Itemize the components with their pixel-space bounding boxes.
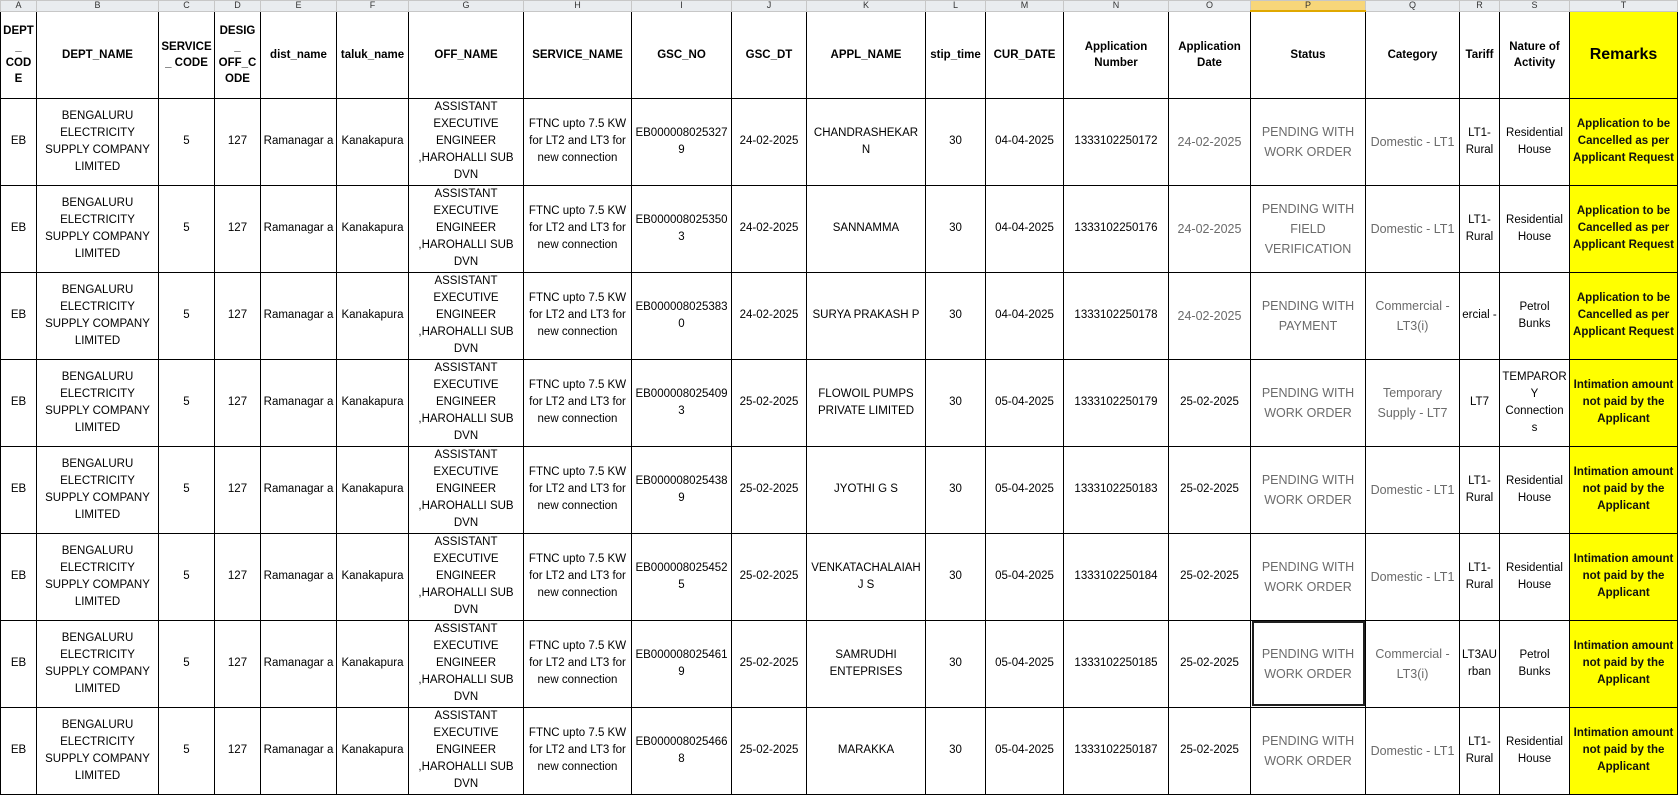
header-cell[interactable]: Tariff [1460,11,1500,98]
cell-category[interactable]: Domestic - LT1 [1366,707,1460,794]
cell-nature[interactable]: Residential House [1500,185,1570,272]
cell-app-number[interactable]: 1333102250183 [1064,446,1169,533]
cell-category[interactable]: Domestic - LT1 [1366,185,1460,272]
cell-service-code[interactable]: 5 [159,707,215,794]
cell-nature[interactable]: Residential House [1500,446,1570,533]
cell-dept-name[interactable]: BENGALURU ELECTRICITY SUPPLY COMPANY LIMITED [37,185,159,272]
cell-taluk[interactable]: Kanakapura [337,185,409,272]
header-cell[interactable]: DEPT_NAME [37,11,159,98]
cell-desig-code[interactable]: 127 [215,272,261,359]
table-row[interactable] [1,533,1678,620]
cell-off-name[interactable]: ASSISTANT EXECUTIVE ENGINEER ,HAROHALLI SUB DVN [409,707,524,794]
cell-tariff[interactable]: LT1- Rural [1460,446,1500,533]
column-header-o[interactable]: O [1169,1,1251,12]
cell-gsc-dt[interactable]: 25-02-2025 [732,446,807,533]
cell-off-name[interactable]: ASSISTANT EXECUTIVE ENGINEER ,HAROHALLI SUB DVN [409,533,524,620]
cell-service-name[interactable]: FTNC upto 7.5 KW for LT2 and LT3 for new connection [524,533,632,620]
cell-tariff[interactable]: LT1- Rural [1460,98,1500,185]
cell-remarks[interactable]: Intimation amount not paid by the Applicant [1570,446,1678,533]
cell-app-date[interactable]: 25-02-2025 [1169,446,1251,533]
cell-dept-name[interactable]: BENGALURU ELECTRICITY SUPPLY COMPANY LIMITED [37,620,159,707]
cell-cur-date[interactable]: 05-04-2025 [986,620,1064,707]
cell-dept-name[interactable]: BENGALURU ELECTRICITY SUPPLY COMPANY LIMITED [37,707,159,794]
header-cell[interactable]: dist_name [261,11,337,98]
cell-dist[interactable]: Ramanagar a [261,533,337,620]
cell-nature[interactable]: Petrol Bunks [1500,272,1570,359]
cell-appl-name[interactable]: SANNAMMA [807,185,926,272]
cell-status[interactable]: PENDING WITH WORK ORDER [1251,533,1366,620]
header-cell[interactable]: SERVICE_NAME [524,11,632,98]
cell-dept-code[interactable]: EB [1,272,37,359]
header-cell[interactable]: APPL_NAME [807,11,926,98]
column-header-h[interactable]: H [524,1,632,12]
header-cell[interactable]: Application Number [1064,11,1169,98]
cell-appl-name[interactable]: JYOTHI G S [807,446,926,533]
cell-status[interactable]: PENDING WITH WORK ORDER [1251,446,1366,533]
cell-dist[interactable]: Ramanagar a [261,707,337,794]
cell-taluk[interactable]: Kanakapura [337,446,409,533]
cell-tariff[interactable]: LT3AU rban [1460,620,1500,707]
cell-tariff[interactable]: LT1- Rural [1460,707,1500,794]
cell-gsc-dt[interactable]: 24-02-2025 [732,272,807,359]
cell-gsc-no[interactable]: EB000008025438 9 [632,446,732,533]
cell-dist[interactable]: Ramanagar a [261,185,337,272]
cell-taluk[interactable]: Kanakapura [337,533,409,620]
cell-dept-name[interactable]: BENGALURU ELECTRICITY SUPPLY COMPANY LIMITED [37,98,159,185]
cell-service-code[interactable]: 5 [159,446,215,533]
cell-off-name[interactable]: ASSISTANT EXECUTIVE ENGINEER ,HAROHALLI SUB DVN [409,446,524,533]
cell-dept-code[interactable]: EB [1,620,37,707]
cell-dist[interactable]: Ramanagar a [261,359,337,446]
header-cell[interactable]: GSC_NO [632,11,732,98]
cell-app-number[interactable]: 1333102250184 [1064,533,1169,620]
cell-cur-date[interactable]: 04-04-2025 [986,272,1064,359]
column-header-c[interactable]: C [159,1,215,12]
table-row[interactable] [1,446,1678,533]
cell-off-name[interactable]: ASSISTANT EXECUTIVE ENGINEER ,HAROHALLI SUB DVN [409,98,524,185]
cell-appl-name[interactable]: VENKATACHALAIAH J S [807,533,926,620]
header-cell[interactable]: Remarks [1570,11,1678,98]
column-header-s[interactable]: S [1500,1,1570,12]
cell-off-name[interactable]: ASSISTANT EXECUTIVE ENGINEER ,HAROHALLI SUB DVN [409,185,524,272]
header-cell[interactable]: Nature of Activity [1500,11,1570,98]
cell-remarks[interactable]: Intimation amount not paid by the Applicant [1570,359,1678,446]
cell-cur-date[interactable]: 05-04-2025 [986,533,1064,620]
cell-gsc-no[interactable]: EB000008025327 9 [632,98,732,185]
cell-dist[interactable]: Ramanagar a [261,98,337,185]
cell-service-code[interactable]: 5 [159,98,215,185]
cell-tariff[interactable]: LT7 [1460,359,1500,446]
cell-gsc-dt[interactable]: 25-02-2025 [732,620,807,707]
cell-dept-code[interactable]: EB [1,185,37,272]
cell-taluk[interactable]: Kanakapura [337,620,409,707]
cell-dept-name[interactable]: BENGALURU ELECTRICITY SUPPLY COMPANY LIMITED [37,272,159,359]
cell-cur-date[interactable]: 05-04-2025 [986,707,1064,794]
cell-appl-name[interactable]: FLOWOIL PUMPS PRIVATE LIMITED [807,359,926,446]
cell-service-name[interactable]: FTNC upto 7.5 KW for LT2 and LT3 for new connection [524,707,632,794]
cell-stip-time[interactable]: 30 [926,446,986,533]
column-header-g[interactable]: G [409,1,524,12]
cell-service-code[interactable]: 5 [159,185,215,272]
cell-remarks[interactable]: Intimation amount not paid by the Applicant [1570,707,1678,794]
table-row[interactable] [1,185,1678,272]
cell-remarks[interactable]: Intimation amount not paid by the Applicant [1570,533,1678,620]
cell-stip-time[interactable]: 30 [926,707,986,794]
cell-off-name[interactable]: ASSISTANT EXECUTIVE ENGINEER ,HAROHALLI SUB DVN [409,272,524,359]
cell-gsc-no[interactable]: EB000008025409 3 [632,359,732,446]
cell-nature[interactable]: Residential House [1500,98,1570,185]
cell-gsc-dt[interactable]: 25-02-2025 [732,359,807,446]
cell-desig-code[interactable]: 127 [215,185,261,272]
cell-gsc-dt[interactable]: 25-02-2025 [732,533,807,620]
cell-app-number[interactable]: 1333102250185 [1064,620,1169,707]
header-cell[interactable]: DEPT_ CODE [1,11,37,98]
table-body [1,98,1678,794]
cell-gsc-dt[interactable]: 25-02-2025 [732,707,807,794]
cell-app-date[interactable]: 24-02-2025 [1169,98,1251,185]
cell-status[interactable]: PENDING WITH WORK ORDER [1251,359,1366,446]
cell-service-name[interactable]: FTNC upto 7.5 KW for LT2 and LT3 for new connection [524,446,632,533]
cell-gsc-no[interactable]: EB000008025466 8 [632,707,732,794]
cell-dept-code[interactable]: EB [1,98,37,185]
header-cell[interactable]: Application Date [1169,11,1251,98]
cell-off-name[interactable]: ASSISTANT EXECUTIVE ENGINEER ,HAROHALLI SUB DVN [409,359,524,446]
cell-category[interactable]: Commercial - LT3(i) [1366,620,1460,707]
cell-remarks[interactable]: Intimation amount not paid by the Applicant [1570,620,1678,707]
cell-remarks[interactable]: Application to be Cancelled as per Applicant Request [1570,185,1678,272]
column-header-f[interactable]: F [337,1,409,12]
cell-status[interactable]: PENDING WITH PAYMENT [1251,272,1366,359]
cell-desig-code[interactable]: 127 [215,533,261,620]
cell-tariff[interactable]: LT1- Rural [1460,533,1500,620]
header-cell[interactable]: OFF_NAME [409,11,524,98]
cell-appl-name[interactable]: MARAKKA [807,707,926,794]
cell-nature[interactable]: TEMPAROR Y Connection s [1500,359,1570,446]
cell-service-name[interactable]: FTNC upto 7.5 KW for LT2 and LT3 for new connection [524,359,632,446]
cell-app-number[interactable]: 1333102250187 [1064,707,1169,794]
cell-service-code[interactable]: 5 [159,620,215,707]
cell-taluk[interactable]: Kanakapura [337,707,409,794]
column-header-i[interactable]: I [632,1,732,12]
cell-tariff[interactable]: ercial - [1460,272,1500,359]
cell-gsc-no[interactable]: EB000008025452 5 [632,533,732,620]
cell-app-date[interactable]: 25-02-2025 [1169,707,1251,794]
column-header-k[interactable]: K [807,1,926,12]
cell-service-name[interactable]: FTNC upto 7.5 KW for LT2 and LT3 for new connection [524,98,632,185]
cell-gsc-dt[interactable]: 24-02-2025 [732,98,807,185]
cell-stip-time[interactable]: 30 [926,620,986,707]
column-header-l[interactable]: L [926,1,986,12]
cell-desig-code[interactable]: 127 [215,620,261,707]
cell-dept-name[interactable]: BENGALURU ELECTRICITY SUPPLY COMPANY LIMITED [37,359,159,446]
cell-app-number[interactable]: 1333102250178 [1064,272,1169,359]
cell-tariff[interactable]: LT1- Rural [1460,185,1500,272]
cell-app-date[interactable]: 25-02-2025 [1169,620,1251,707]
header-cell[interactable]: Category [1366,11,1460,98]
cell-dept-code[interactable]: EB [1,446,37,533]
cell-stip-time[interactable]: 30 [926,272,986,359]
cell-nature[interactable]: Residential House [1500,533,1570,620]
table-row[interactable] [1,359,1678,446]
cell-status[interactable]: PENDING WITH WORK ORDER [1251,620,1366,707]
cell-app-number[interactable]: 1333102250176 [1064,185,1169,272]
cell-stip-time[interactable]: 30 [926,533,986,620]
cell-status[interactable]: PENDING WITH WORK ORDER [1251,98,1366,185]
cell-stip-time[interactable]: 30 [926,359,986,446]
column-header-n[interactable]: N [1064,1,1169,12]
cell-dist[interactable]: Ramanagar a [261,620,337,707]
cell-cur-date[interactable]: 04-04-2025 [986,98,1064,185]
cell-category[interactable]: Domestic - LT1 [1366,446,1460,533]
cell-category[interactable]: Domestic - LT1 [1366,98,1460,185]
column-letter-row [1,1,1678,12]
table-row[interactable] [1,620,1678,707]
cell-nature[interactable]: Residential House [1500,707,1570,794]
column-header-q[interactable]: Q [1366,1,1460,12]
cell-stip-time[interactable]: 30 [926,98,986,185]
cell-dept-name[interactable]: BENGALURU ELECTRICITY SUPPLY COMPANY LIMITED [37,533,159,620]
header-cell[interactable]: SERVICE_ CODE [159,11,215,98]
cell-service-code[interactable]: 5 [159,533,215,620]
cell-desig-code[interactable]: 127 [215,98,261,185]
cell-category[interactable]: Domestic - LT1 [1366,533,1460,620]
cell-status[interactable]: PENDING WITH FIELD VERIFICATION [1251,185,1366,272]
column-header-j[interactable]: J [732,1,807,12]
cell-appl-name[interactable]: CHANDRASHEKAR N [807,98,926,185]
column-header-t[interactable]: T [1570,1,1678,12]
cell-dept-name[interactable]: BENGALURU ELECTRICITY SUPPLY COMPANY LIMITED [37,446,159,533]
cell-category[interactable]: Temporary Supply - LT7 [1366,359,1460,446]
cell-service-name[interactable]: FTNC upto 7.5 KW for LT2 and LT3 for new connection [524,272,632,359]
cell-app-number[interactable]: 1333102250179 [1064,359,1169,446]
cell-remarks[interactable]: Application to be Cancelled as per Applicant Request [1570,98,1678,185]
cell-cur-date[interactable]: 05-04-2025 [986,359,1064,446]
cell-gsc-no[interactable]: EB000008025350 3 [632,185,732,272]
cell-desig-code[interactable]: 127 [215,707,261,794]
header-cell[interactable]: CUR_DATE [986,11,1064,98]
cell-desig-code[interactable]: 127 [215,359,261,446]
cell-service-name[interactable]: FTNC upto 7.5 KW for LT2 and LT3 for new connection [524,185,632,272]
cell-app-number[interactable]: 1333102250172 [1064,98,1169,185]
cell-app-date[interactable]: 25-02-2025 [1169,359,1251,446]
cell-taluk[interactable]: Kanakapura [337,272,409,359]
cell-dept-code[interactable]: EB [1,533,37,620]
cell-taluk[interactable]: Kanakapura [337,359,409,446]
cell-remarks[interactable]: Application to be Cancelled as per Applicant Request [1570,272,1678,359]
column-header-p[interactable]: P [1251,1,1366,12]
column-header-d[interactable]: D [215,1,261,12]
table-row[interactable] [1,98,1678,185]
header-cell[interactable]: stip_time [926,11,986,98]
column-header-r[interactable]: R [1460,1,1500,12]
cell-dept-code[interactable]: EB [1,707,37,794]
cell-stip-time[interactable]: 30 [926,185,986,272]
cell-off-name[interactable]: ASSISTANT EXECUTIVE ENGINEER ,HAROHALLI SUB DVN [409,620,524,707]
column-header-a[interactable]: A [1,1,37,12]
column-header-m[interactable]: M [986,1,1064,12]
header-row [1,11,1678,98]
cell-service-code[interactable]: 5 [159,272,215,359]
cell-cur-date[interactable]: 05-04-2025 [986,446,1064,533]
column-header-e[interactable]: E [261,1,337,12]
header-cell[interactable]: Status [1251,11,1366,98]
cell-nature[interactable]: Petrol Bunks [1500,620,1570,707]
cell-service-code[interactable]: 5 [159,359,215,446]
cell-status[interactable]: PENDING WITH WORK ORDER [1251,707,1366,794]
cell-taluk[interactable]: Kanakapura [337,98,409,185]
cell-app-date[interactable]: 24-02-2025 [1169,185,1251,272]
cell-appl-name[interactable]: SAMRUDHI ENTEPRISES [807,620,926,707]
cell-dist[interactable]: Ramanagar a [261,446,337,533]
cell-gsc-dt[interactable]: 24-02-2025 [732,185,807,272]
cell-desig-code[interactable]: 127 [215,446,261,533]
cell-app-date[interactable]: 24-02-2025 [1169,272,1251,359]
cell-appl-name[interactable]: SURYA PRAKASH P [807,272,926,359]
cell-cur-date[interactable]: 04-04-2025 [986,185,1064,272]
cell-app-date[interactable]: 25-02-2025 [1169,533,1251,620]
column-header-b[interactable]: B [37,1,159,12]
cell-category[interactable]: Commercial - LT3(i) [1366,272,1460,359]
cell-gsc-no[interactable]: EB000008025461 9 [632,620,732,707]
cell-dept-code[interactable]: EB [1,359,37,446]
header-cell[interactable]: GSC_DT [732,11,807,98]
header-cell[interactable]: taluk_name [337,11,409,98]
table-row[interactable] [1,707,1678,794]
cell-dist[interactable]: Ramanagar a [261,272,337,359]
header-cell[interactable]: DESIG_ OFF_C ODE [215,11,261,98]
cell-gsc-no[interactable]: EB000008025383 0 [632,272,732,359]
cell-service-name[interactable]: FTNC upto 7.5 KW for LT2 and LT3 for new connection [524,620,632,707]
table-row[interactable] [1,272,1678,359]
